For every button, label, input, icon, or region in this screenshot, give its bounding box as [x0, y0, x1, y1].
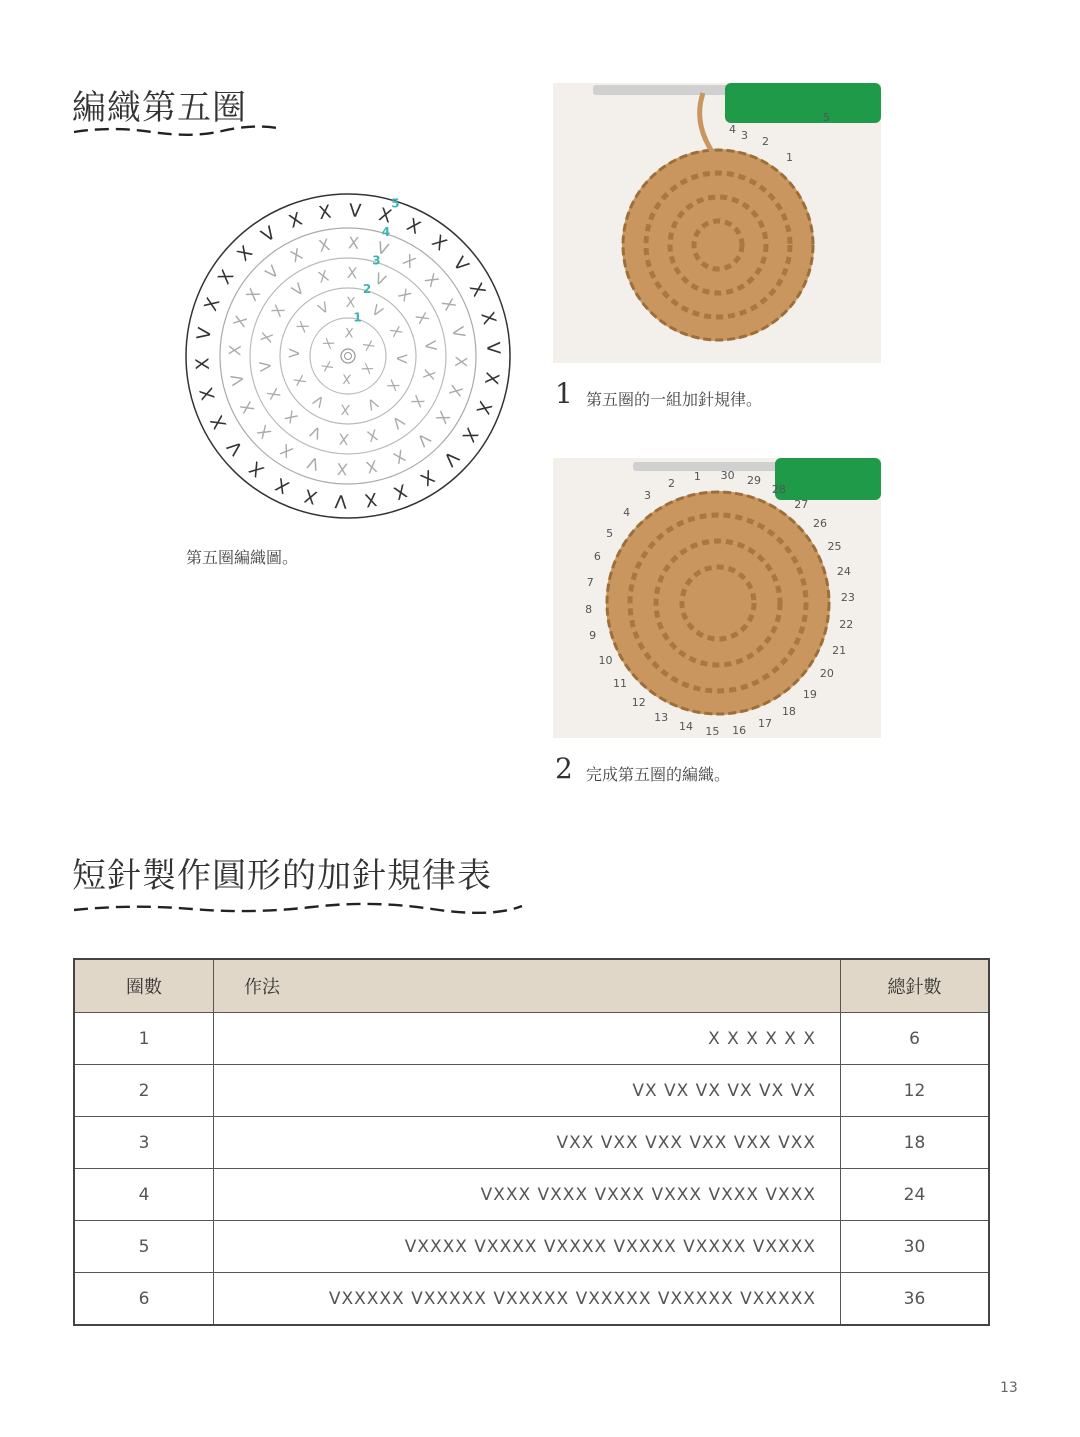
ring5-stitch-symbol: X	[471, 398, 496, 418]
round-marker: 4	[381, 225, 391, 240]
ring5-stitch-symbol: X	[196, 385, 220, 403]
ring5-stitch-symbol: X	[192, 357, 215, 371]
ring4-stitch-symbol: X	[390, 445, 409, 468]
ring3-stitch-symbol: V	[388, 411, 408, 433]
ring4-stitch-symbol: V	[448, 324, 469, 340]
table-row	[74, 1117, 989, 1169]
ring4-stitch-symbol: X	[421, 269, 443, 291]
ring5-stitch-symbol: X	[245, 456, 269, 481]
photo-stitch-label: 8	[585, 602, 593, 616]
round-marker: 2	[362, 282, 372, 296]
total-cell: 6	[841, 1013, 990, 1065]
ring2-stitch-symbol: V	[310, 391, 328, 410]
ring3-stitch-symbol: X	[418, 367, 439, 382]
ring2-stitch-symbol: V	[368, 302, 386, 321]
header-method: 作法	[214, 959, 841, 1013]
ring3-stitch-symbol: X	[257, 330, 278, 345]
round-cell: 6	[74, 1273, 214, 1326]
ring4-stitch-symbol: X	[229, 313, 252, 330]
photo-stitch-label: 14	[678, 720, 693, 734]
ring4-stitch-symbol: V	[374, 237, 391, 260]
ring4-stitch-symbol: X	[431, 407, 454, 428]
header-round: 圈數	[74, 959, 214, 1013]
photo-stitch-label: 19	[802, 688, 817, 702]
photo-stitch-label: 18	[781, 704, 796, 718]
round-cell: 3	[74, 1117, 214, 1169]
ring4-stitch-symbol: V	[305, 452, 322, 475]
method-cell: VXXXXX VXXXXX VXXXXX VXXXXX VXXXXX VXXXXX	[214, 1273, 841, 1326]
total-cell: 18	[841, 1117, 990, 1169]
ring2-stitch-symbol: X	[345, 294, 356, 312]
page-number: 13	[1000, 1380, 1018, 1396]
section-title-increase-table: 短針製作圓形的加針規律表	[72, 856, 492, 896]
ring3-stitch-symbol: X	[267, 301, 289, 321]
ring5-stitch-symbol: X	[302, 484, 320, 508]
ring4-stitch-symbol: V	[413, 429, 435, 451]
ring5-stitch-symbol: V	[193, 325, 217, 342]
ring4-stitch-symbol: X	[364, 456, 380, 477]
ring3-stitch-symbol: X	[346, 263, 358, 283]
ring4-stitch-symbol: X	[316, 235, 332, 256]
table-row	[74, 1065, 989, 1117]
step-one-number: 1	[555, 377, 573, 410]
ring2-stitch-symbol: X	[383, 376, 402, 394]
photo-stitch-label: 1	[786, 151, 793, 164]
ring5-stitch-symbol: X	[416, 465, 439, 490]
ring5-stitch-symbol: X	[403, 214, 424, 239]
ring5-stitch-symbol: V	[348, 200, 362, 222]
crochet-hook-yarn-icon	[553, 83, 881, 363]
ring4-stitch-symbol: X	[287, 244, 306, 267]
ring1-stitch-symbol: X	[320, 336, 339, 352]
round-cell: 1	[74, 1013, 214, 1065]
step-two-photo	[553, 458, 881, 738]
ring3-stitch-symbol: V	[420, 339, 440, 352]
round-cell: 2	[74, 1065, 214, 1117]
photo-stitch-label: 12	[631, 695, 646, 709]
photo-stitch-label: 3	[741, 129, 748, 142]
photo-stitch-label: 13	[654, 710, 669, 724]
photo-stitch-label: 23	[840, 591, 855, 605]
photo-stitch-label: 27	[794, 498, 809, 512]
total-cell: 36	[841, 1273, 990, 1326]
ring5-stitch-symbol: X	[233, 241, 257, 266]
method-cell: VX VX VX VX VX VX	[214, 1065, 841, 1117]
ring2-stitch-symbol: V	[364, 393, 381, 413]
ring4-stitch-symbol: V	[261, 261, 283, 283]
ring5-stitch-symbol: V	[334, 490, 348, 512]
ring3-stitch-symbol: V	[307, 422, 324, 443]
method-cell: X X X X X X	[214, 1013, 841, 1065]
method-cell: VXX VXX VXX VXX VXX VXX	[214, 1117, 841, 1169]
table-row	[74, 1013, 989, 1065]
ring5-stitch-symbol: X	[214, 266, 239, 289]
diagram-caption: 第五圈編織圖。	[186, 548, 299, 567]
step-two-number: 2	[555, 752, 573, 785]
ring4-stitch-symbol: X	[451, 355, 471, 368]
round-marker: 1	[353, 310, 362, 325]
ring5-stitch-symbol: X	[427, 231, 451, 256]
ring2-stitch-symbol: X	[294, 318, 313, 336]
photo-stitch-label: 26	[813, 517, 828, 531]
table-row	[74, 1273, 989, 1326]
round-marker: 5	[391, 196, 400, 211]
step-one-photo	[553, 83, 881, 363]
ring5-stitch-symbol: X	[317, 201, 333, 225]
ring4-stitch-symbol: X	[444, 382, 467, 399]
ring3-stitch-symbol: X	[411, 309, 433, 327]
table-row	[74, 1221, 989, 1273]
round-cell: 4	[74, 1169, 214, 1221]
ring3-stitch-symbol: X	[338, 429, 350, 449]
photo-stitch-label: 2	[667, 477, 675, 491]
step-one-text: 第五圈的一組加針規律。	[586, 390, 763, 409]
ring3-stitch-symbol: V	[288, 279, 308, 301]
step-two-text: 完成第五圈的編織。	[586, 765, 731, 784]
photo-stitch-label: 6	[593, 550, 601, 564]
ring5-stitch-symbol: V	[257, 222, 280, 247]
ring4-stitch-symbol: X	[253, 421, 275, 443]
title-underline-squiggle	[72, 122, 282, 138]
ring3-stitch-symbol: X	[394, 285, 415, 306]
ring5-stitch-symbol: V	[481, 341, 504, 355]
ring1-stitch-symbol: X	[319, 358, 338, 374]
ring5-stitch-symbol: X	[479, 370, 503, 387]
ring2-stitch-symbol: V	[392, 353, 410, 364]
photo-stitch-label: 17	[758, 716, 773, 730]
ring1-stitch-symbol: X	[342, 370, 352, 386]
ring2-stitch-symbol: V	[286, 348, 304, 359]
ring4-stitch-symbol: V	[227, 372, 248, 388]
total-cell: 24	[841, 1169, 990, 1221]
ring5-stitch-symbol: V	[439, 446, 463, 471]
total-cell: 12	[841, 1065, 990, 1117]
ring1-stitch-symbol: X	[344, 326, 354, 342]
ring5-stitch-symbol: X	[272, 473, 293, 498]
photo-stitch-label: 24	[836, 564, 851, 578]
table-header-row	[74, 959, 989, 1013]
title-underline-squiggle	[72, 898, 527, 916]
ring4-stitch-symbol: X	[336, 459, 349, 479]
ring5-stitch-symbol: X	[376, 204, 394, 228]
photo-stitch-label: 25	[827, 539, 842, 553]
ring4-stitch-symbol: X	[225, 344, 245, 357]
ring5-stitch-symbol: X	[476, 309, 500, 327]
photo-stitch-label: 22	[839, 617, 854, 631]
method-cell: VXXXX VXXXX VXXXX VXXXX VXXXX VXXXX	[214, 1221, 841, 1273]
photo-stitch-label: 4	[623, 505, 631, 519]
ring5-stitch-symbol: V	[448, 253, 473, 276]
method-cell: VXXX VXXX VXXX VXXX VXXX VXXX	[214, 1169, 841, 1221]
ring1-stitch-symbol: X	[357, 360, 376, 376]
ring5-stitch-symbol: X	[390, 479, 410, 504]
ring3-stitch-symbol: X	[364, 425, 381, 446]
photo-stitch-label: 11	[612, 676, 627, 690]
ring5-stitch-symbol: X	[457, 423, 482, 446]
completed-round-yarn-icon	[553, 458, 881, 738]
ring2-stitch-symbol: X	[385, 323, 405, 340]
total-cell: 30	[841, 1221, 990, 1273]
ring2-stitch-symbol: X	[291, 372, 311, 389]
photo-stitch-label: 28	[771, 483, 786, 497]
ring3-stitch-symbol: X	[407, 391, 429, 411]
ring3-stitch-symbol: V	[372, 269, 389, 290]
photo-stitch-label: 4	[729, 123, 736, 136]
photo-stitch-label: 3	[644, 489, 652, 503]
ring3-stitch-symbol: X	[263, 385, 285, 403]
round-cell: 5	[74, 1221, 214, 1273]
ring4-stitch-symbol: X	[347, 233, 360, 253]
ring3-stitch-symbol: X	[281, 406, 302, 427]
photo-stitch-label: 7	[586, 576, 594, 590]
ring4-stitch-symbol: X	[399, 250, 420, 273]
ring4-stitch-symbol: X	[276, 439, 297, 462]
ring3-stitch-symbol: V	[256, 360, 276, 373]
ring5-stitch-symbol: X	[464, 279, 490, 301]
photo-stitch-label: 5	[823, 111, 830, 124]
photo-stitch-label: 2	[762, 135, 769, 148]
ring4-stitch-symbol: X	[437, 295, 460, 314]
section-title-round-five: 編織第五圈	[72, 88, 247, 128]
ring5-stitch-symbol: X	[200, 294, 225, 314]
photo-stitch-label: 9	[589, 629, 597, 643]
photo-stitch-label: 10	[598, 654, 613, 668]
ring5-stitch-symbol: V	[223, 436, 248, 459]
photo-stitch-label: 20	[819, 667, 834, 681]
photo-stitch-label: 1	[693, 470, 701, 484]
ring3-stitch-symbol: X	[315, 266, 332, 287]
photo-stitch-label: 16	[732, 723, 747, 737]
ring4-stitch-symbol: X	[236, 398, 259, 417]
ring4-stitch-symbol: X	[242, 284, 265, 305]
round-five-crochet-diagram	[180, 190, 520, 530]
photo-stitch-label: 29	[747, 473, 761, 487]
photo-stitch-label: 30	[720, 469, 735, 483]
table-row	[74, 1169, 989, 1221]
ring2-stitch-symbol: X	[340, 400, 351, 418]
ring2-stitch-symbol: V	[315, 299, 332, 319]
round-marker: 3	[372, 253, 381, 268]
ring5-stitch-symbol: X	[363, 487, 379, 511]
ring5-stitch-symbol: X	[286, 208, 306, 233]
increase-pattern-table	[73, 958, 990, 1326]
photo-stitch-label: 21	[832, 643, 847, 657]
ring1-stitch-symbol: X	[358, 338, 377, 354]
ring5-stitch-symbol: X	[206, 411, 232, 433]
photo-stitch-label: 15	[705, 724, 720, 738]
photo-stitch-label: 5	[606, 526, 614, 540]
header-total: 總針數	[841, 959, 990, 1013]
